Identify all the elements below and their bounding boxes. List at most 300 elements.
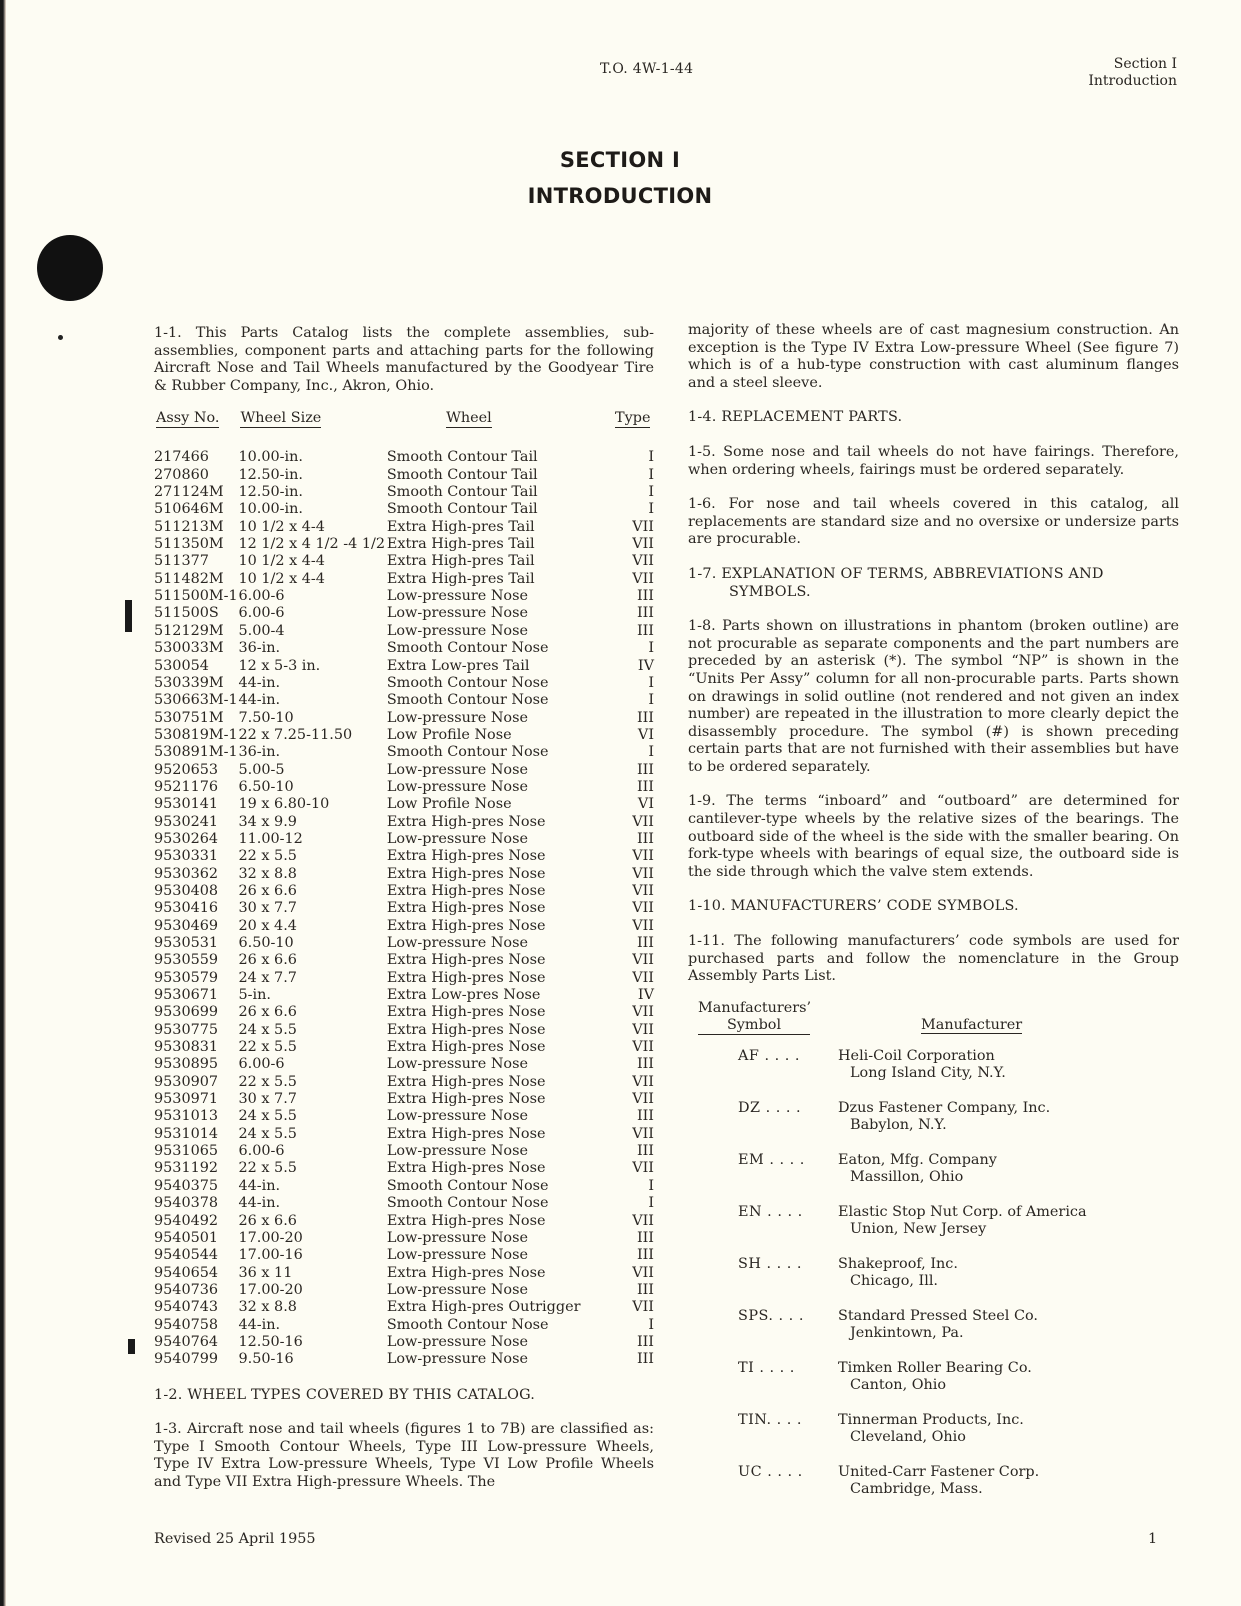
wheel-type: III [636,588,654,605]
manufacturer-code: SH . . . . [738,1255,803,1272]
table-row [154,710,654,727]
assy-number: 9521176 [154,778,219,795]
table-row [154,484,654,501]
manufacturer-city: Massillon, Ohio [850,1169,964,1186]
manufacturer-code: TIN. . . . [738,1411,802,1428]
table-row [154,1265,654,1282]
table-row [154,900,654,917]
wheel-size: 32 x 8.8 [238,1299,297,1316]
wheel-type: I [648,449,654,466]
wheel-description: Extra High-pres Nose [386,813,546,830]
wheel-type: III [636,761,654,778]
speck-mark [58,335,63,340]
table-row [154,467,654,484]
manufacturer-name: Timken Roller Bearing Co. [838,1359,1032,1376]
assy-number: 9540654 [154,1264,219,1281]
assy-number: 530339M [154,674,224,691]
assy-number: 511500S [154,605,219,622]
wheel-type: VII [632,1299,654,1316]
wheel-size: 6.00-6 [238,605,285,622]
assy-number: 9531013 [154,1108,219,1125]
wheel-type: I [648,484,654,501]
manufacturer-code: AF . . . . [738,1047,800,1064]
table-row [154,449,654,466]
assy-number: 9531014 [154,1125,219,1142]
assy-number: 511377 [154,553,209,570]
assy-number: 9530141 [154,796,219,813]
assy-number: 9530699 [154,1004,219,1021]
heading-1-10: 1-10. MANUFACTURERS’ CODE SYMBOLS. [688,898,1019,915]
assy-number: 9540501 [154,1229,219,1246]
table-row [154,727,654,744]
assy-number: 530891M-1 [154,744,238,761]
table-row [154,1143,654,1160]
paragraph-1-3-continued: majority of these wheels are of cast magnesium construction. An exception is the Type IV Extra Low-pressure Wheel (See figure 7) which is of a hub-type construction with cast aluminum flanges and a steel sleeve. [688,322,1179,391]
wheel-description: Low-pressure Nose [386,1229,529,1246]
manufacturer-entry [688,1412,1179,1464]
wheel-type: III [636,1281,654,1298]
manufacturer-name: Standard Pressed Steel Co. [838,1307,1038,1324]
wheel-description: Extra High-pres Tail [386,518,535,535]
assy-number: 9540375 [154,1177,219,1194]
assy-number: 9530831 [154,1039,219,1056]
table-row [154,692,654,709]
wheel-type: III [636,778,654,795]
assy-number: 9530775 [154,1021,219,1038]
wheel-size: 17.00-16 [238,1247,303,1264]
wheel-size: 7.50-10 [238,709,294,726]
wheel-type: III [636,622,654,639]
table-row [154,623,654,640]
heading-1-4: 1-4. REPLACEMENT PARTS. [688,409,903,426]
wheel-description: Extra High-pres Nose [386,1160,546,1177]
table-row [154,1299,654,1316]
wheel-description: Extra High-pres Nose [386,1073,546,1090]
wheel-type: I [648,744,654,761]
assy-number: 510646M [154,501,224,518]
assy-number: 9530907 [154,1073,219,1090]
wheel-size: 5.00-4 [238,622,285,639]
wheel-size: 12.50-in. [238,466,303,483]
wheel-type: VI [637,726,654,743]
table-row [154,1178,654,1195]
manufacturer-entry [688,1204,1179,1256]
heading-1-7: 1-7. EXPLANATION OF TERMS, ABBREVIATIONS AND SYMBOLS. [688,565,1104,600]
wheel-description: Low-pressure Nose [386,1143,529,1160]
wheel-description: Extra High-pres Nose [386,882,546,899]
table-row [154,918,654,935]
assy-number: 9530671 [154,987,219,1004]
wheel-description: Smooth Contour Nose [386,1316,549,1333]
wheel-description: Low-pressure Nose [386,1281,529,1298]
wheel-type: VII [632,1004,654,1021]
wheel-type: I [648,466,654,483]
wheel-description: Extra High-pres Nose [386,1264,546,1281]
wheel-type: III [636,709,654,726]
wheel-size: 10.00-in. [238,449,303,466]
header-type: Type [615,410,651,427]
manufacturer-city: Long Island City, N.Y. [850,1065,1006,1082]
assy-number: 9540492 [154,1212,219,1229]
wheel-description: Extra High-pres Tail [386,536,535,553]
wheel-description: Low-pressure Nose [386,1333,529,1350]
table-row [154,814,654,831]
wheel-size: 5-in. [238,987,271,1004]
wheel-size: 32 x 8.8 [238,865,297,882]
assy-number: 512129M [154,622,224,639]
wheel-description: Low-pressure Nose [386,1108,529,1125]
table-row [154,1213,654,1230]
wheel-table-body [154,449,654,1368]
table-row [154,883,654,900]
wheel-type: VII [632,536,654,553]
manufacturer-city: Union, New Jersey [850,1221,987,1238]
wheel-type: VII [632,917,654,934]
wheel-size: 10 1/2 x 4-4 [238,518,325,535]
assy-number: 9540378 [154,1195,219,1212]
left-column [154,325,654,1492]
manufacturer-entry [688,1100,1179,1152]
wheel-size: 24 x 5.5 [238,1108,297,1125]
table-row [154,640,654,657]
manufacturer-city: Jenkintown, Pa. [850,1325,964,1342]
wheel-size: 36 x 11 [238,1264,293,1281]
table-row [154,848,654,865]
wheel-size: 6.00-6 [238,1056,285,1073]
manufacturer-table-header [688,1000,1179,1048]
manufacturer-city: Cambridge, Mass. [850,1481,983,1498]
manufacturer-name: Elastic Stop Nut Corp. of America [838,1203,1087,1220]
wheel-assembly-table [154,409,654,1368]
wheel-description: Extra High-pres Nose [386,848,546,865]
wheel-type: III [636,1333,654,1350]
wheel-description: Low-pressure Nose [386,1351,529,1368]
wheel-type: VII [632,1264,654,1281]
manufacturer-list [688,1048,1179,1516]
wheel-size: 6.50-10 [238,935,294,951]
manufacturer-code: DZ . . . . [738,1099,802,1116]
header-manufacturers-symbol: Manufacturers’ Symbol [698,999,812,1033]
assy-number: 9530416 [154,900,219,917]
wheel-size: 12.50-16 [238,1333,303,1350]
wheel-description: Extra High-pres Nose [386,969,546,986]
manufacturer-entry [688,1360,1179,1412]
wheel-size: 26 x 6.6 [238,1004,297,1021]
paragraph-1-1: 1-1. This Parts Catalog lists the complete assemblies, sub-assemblies, component parts and attaching parts for the following Aircraft Nose and Tail Wheels manufactured by the Goodyear Tire & Rubber Company, Inc., Akron, Ohio. [154,325,654,394]
wheel-size: 24 x 5.5 [238,1021,297,1038]
wheel-size: 34 x 9.9 [238,813,297,830]
wheel-type: VII [632,1212,654,1229]
assy-number: 9540544 [154,1247,219,1264]
wheel-description: Smooth Contour Nose [386,640,549,657]
wheel-type: III [636,1351,654,1368]
wheel-size: 5.00-5 [238,761,285,778]
wheel-size: 10 1/2 x 4-4 [238,570,325,587]
manufacturer-code: EN . . . . [738,1203,803,1220]
wheel-description: Extra High-pres Nose [386,917,546,934]
wheel-description: Extra Low-pres Tail [386,657,530,674]
header-wheel-size: Wheel Size [240,410,322,427]
wheel-description: Low-pressure Nose [386,1247,529,1264]
manufacturer-city: Canton, Ohio [850,1377,947,1394]
wheel-type: I [648,1195,654,1212]
wheel-description: Low Profile Nose [386,726,512,743]
table-row [154,1247,654,1264]
table-row [154,605,654,622]
table-row [154,588,654,605]
change-bar-511500S [125,600,132,632]
table-row [154,1230,654,1247]
wheel-size: 22 x 5.5 [238,848,297,865]
manufacturer-code: UC . . . . [738,1463,803,1480]
wheel-description: Extra High-pres Tail [386,570,535,587]
wheel-description: Extra High-pres Nose [386,952,546,969]
wheel-description: Low-pressure Nose [386,588,529,605]
wheel-description: Low-pressure Nose [386,778,529,795]
manufacturer-name: Tinnerman Products, Inc. [838,1411,1024,1428]
table-row [154,658,654,675]
binding-edge [0,0,6,1606]
assy-number: 9531192 [154,1160,219,1177]
table-row [154,675,654,692]
paragraph-1-8: 1-8. Parts shown on illustrations in phantom (broken outline) are not procurable as separate components and the part numbers are preceded by an asterisk (*). The symbol “NP” is shown in the “Units Per Assy” column for all non-procurable parts. Parts shown on drawings in solid outline (not rendered and not given an index number) are repeated in the illustration to more clearly depict the disassembly procedure. The symbol (#) is shown preceding certain parts that are not furnished with their assemblies but have to be ordered separately. [688,618,1179,775]
table-row [154,1108,654,1125]
wheel-description: Extra High-pres Nose [386,1125,546,1142]
wheel-type: I [648,640,654,657]
table-row [154,970,654,987]
assy-number: 9530241 [154,813,219,830]
document-number: T.O. 4W-1-44 [600,61,694,77]
wheel-description: Low Profile Nose [386,796,512,813]
assy-number: 9530331 [154,848,219,865]
wheel-description: Smooth Contour Nose [386,674,549,691]
table-row [154,1160,654,1177]
table-row [154,1351,654,1368]
right-column [688,322,1179,1516]
wheel-size: 44-in. [238,692,281,709]
wheel-size: 12 1/2 x 4 1/2 -4 1/2 [238,536,385,553]
manufacturer-entry [688,1464,1179,1516]
assy-number: 9530895 [154,1056,219,1073]
wheel-size: 20 x 4.4 [238,917,297,934]
table-row [154,1091,654,1108]
assy-number: 511482M [154,570,224,587]
manufacturer-city: Cleveland, Ohio [850,1429,966,1446]
table-row [154,1334,654,1351]
wheel-description: Low-pressure Nose [386,1056,529,1073]
table-header-row [154,409,654,449]
assy-number: 9530469 [154,917,219,934]
manufacturer-entry [688,1152,1179,1204]
wheel-type: III [636,1056,654,1073]
wheel-type: VI [637,796,654,813]
change-bar-9540799 [128,1339,135,1354]
header-wheel: Wheel [446,410,492,427]
table-row [154,1126,654,1143]
wheel-type: I [648,692,654,709]
wheel-type: VII [632,553,654,570]
running-head [1088,56,1177,90]
wheel-type: III [636,935,654,951]
wheel-type: I [648,1177,654,1194]
wheel-type: VII [632,518,654,535]
table-row [154,987,654,1004]
assy-number: 9530559 [154,952,219,969]
assy-number: 270860 [154,466,209,483]
manufacturer-city: Chicago, Ill. [850,1273,939,1290]
wheel-description: Extra High-pres Nose [386,1091,546,1108]
wheel-description: Extra High-pres Nose [386,900,546,917]
assy-number: 9540743 [154,1299,219,1316]
page-title-introduction: INTRODUCTION [527,184,713,208]
wheel-description: Extra High-pres Outrigger [386,1299,581,1316]
assy-number: 9540799 [154,1351,219,1368]
table-row [154,553,654,570]
table-row [154,744,654,761]
assy-number: 9530579 [154,969,219,986]
table-row [154,1022,654,1039]
wheel-type: IV [637,657,654,674]
paragraph-1-6: 1-6. For nose and tail wheels covered in this catalog, all replacements are standard size and no oversixe or undersize parts are procurable. [688,496,1179,548]
manufacturer-name: Dzus Fastener Company, Inc. [838,1099,1051,1116]
assy-number: 9540758 [154,1316,219,1333]
table-row [154,1074,654,1091]
punch-hole-top [37,235,103,301]
wheel-size: 12.50-in. [238,484,303,501]
assy-number: 511213M [154,518,224,535]
wheel-description: Smooth Contour Nose [386,1195,549,1212]
wheel-description: Extra High-pres Nose [386,1021,546,1038]
wheel-size: 44-in. [238,674,281,691]
wheel-type: VII [632,570,654,587]
wheel-type: III [636,1108,654,1125]
assy-number: 9530408 [154,882,219,899]
wheel-size: 30 x 7.7 [238,900,297,917]
wheel-size: 6.50-10 [238,778,294,795]
paragraph-1-5: 1-5. Some nose and tail wheels do not have fairings. Therefore, when ordering wheels, fairings must be ordered separately. [688,443,1179,478]
header-manufacturer: Manufacturer [921,1016,1023,1033]
table-row [154,536,654,553]
wheel-type: VII [632,900,654,917]
assy-number: 511500M-1 [154,588,238,605]
section-name: Introduction [1088,73,1177,89]
paragraph-1-3: 1-3. Aircraft nose and tail wheels (figures 1 to 7B) are classified as: Type I Smooth Contour Wheels, Type III Low-pressure Wheels, Type IV Extra Low-pressure Wheels, Type VI Low Profile Wheels and Type VII Extra High-pressure Wheels. The [154,1421,654,1490]
assy-number: 9530531 [154,935,219,951]
assy-number: 9530362 [154,865,219,882]
wheel-description: Smooth Contour Nose [386,692,549,709]
wheel-type: I [648,1316,654,1333]
wheel-description: Extra Low-pres Nose [386,987,541,1004]
assy-number: 9540736 [154,1281,219,1298]
wheel-description: Low-pressure Nose [386,622,529,639]
wheel-type: VII [632,865,654,882]
paragraph-1-11: 1-11. The following manufacturers’ code symbols are used for purchased parts and follow the nomenclature in the Group Assembly Parts List. [688,933,1179,985]
manufacturer-code: TI . . . . [738,1359,795,1376]
wheel-type: I [648,674,654,691]
table-row [154,519,654,536]
wheel-type: VII [632,882,654,899]
manufacturer-name: United-Carr Fastener Corp. [838,1463,1040,1480]
wheel-type: VII [632,1039,654,1056]
wheel-size: 10 1/2 x 4-4 [238,553,325,570]
table-row [154,1195,654,1212]
manufacturer-entry [688,1256,1179,1308]
wheel-size: 11.00-12 [238,830,303,847]
assy-number: 271124M [154,484,224,501]
wheel-description: Low-pressure Nose [386,830,529,847]
wheel-type: III [636,830,654,847]
wheel-size: 44-in. [238,1177,281,1194]
section-label: Section I [1113,56,1177,72]
wheel-type: VII [632,1160,654,1177]
table-row [154,1056,654,1073]
table-row [154,779,654,796]
wheel-size: 36-in. [238,640,281,657]
wheel-size: 30 x 7.7 [238,1091,297,1108]
wheel-description: Low-pressure Nose [386,935,529,951]
wheel-description: Extra High-pres Nose [386,1039,546,1056]
manufacturer-city: Babylon, N.Y. [850,1117,947,1134]
page-title-section: SECTION I [559,148,681,172]
revision-date: Revised 25 April 1955 [154,1531,316,1547]
assy-number: 9520653 [154,761,219,778]
wheel-size: 6.00-6 [238,588,285,605]
manufacturer-entry [688,1308,1179,1360]
wheel-type: VII [632,1073,654,1090]
table-row [154,796,654,813]
wheel-size: 6.00-6 [238,1143,285,1160]
wheel-description: Smooth Contour Tail [386,466,538,483]
header-assy-no: Assy No. [156,410,220,427]
wheel-description: Low-pressure Nose [386,605,529,622]
wheel-size: 44-in. [238,1316,281,1333]
wheel-type: VII [632,1091,654,1108]
table-row [154,952,654,969]
wheel-size: 22 x 5.5 [238,1160,297,1177]
wheel-size: 10.00-in. [238,501,303,518]
wheel-size: 17.00-20 [238,1281,303,1298]
manufacturer-entry [688,1048,1179,1100]
manufacturer-name: Eaton, Mfg. Company [838,1151,997,1168]
assy-number: 530033M [154,640,224,657]
table-row [154,762,654,779]
wheel-type: III [636,1143,654,1160]
table-row [154,935,654,952]
wheel-size: 44-in. [238,1195,281,1212]
wheel-size: 24 x 7.7 [238,969,297,986]
wheel-description: Extra High-pres Nose [386,1212,546,1229]
heading-1-2: 1-2. WHEEL TYPES COVERED BY THIS CATALOG. [154,1386,536,1403]
wheel-size: 26 x 6.6 [238,882,297,899]
wheel-type: VII [632,969,654,986]
wheel-description: Extra High-pres Nose [386,865,546,882]
manufacturer-code: SPS. . . . [738,1307,804,1324]
wheel-description: Smooth Contour Tail [386,501,538,518]
manufacturer-name: Heli-Coil Corporation [838,1047,995,1064]
wheel-description: Smooth Contour Nose [386,1177,549,1194]
wheel-size: 19 x 6.80-10 [238,796,330,813]
wheel-size: 22 x 5.5 [238,1073,297,1090]
wheel-type: VII [632,848,654,865]
assy-number: 511350M [154,536,224,553]
wheel-size: 17.00-20 [238,1229,303,1246]
table-row [154,1039,654,1056]
table-row [154,1282,654,1299]
table-row [154,831,654,848]
assy-number: 530054 [154,657,209,674]
wheel-type: VII [632,813,654,830]
wheel-type: VII [632,952,654,969]
